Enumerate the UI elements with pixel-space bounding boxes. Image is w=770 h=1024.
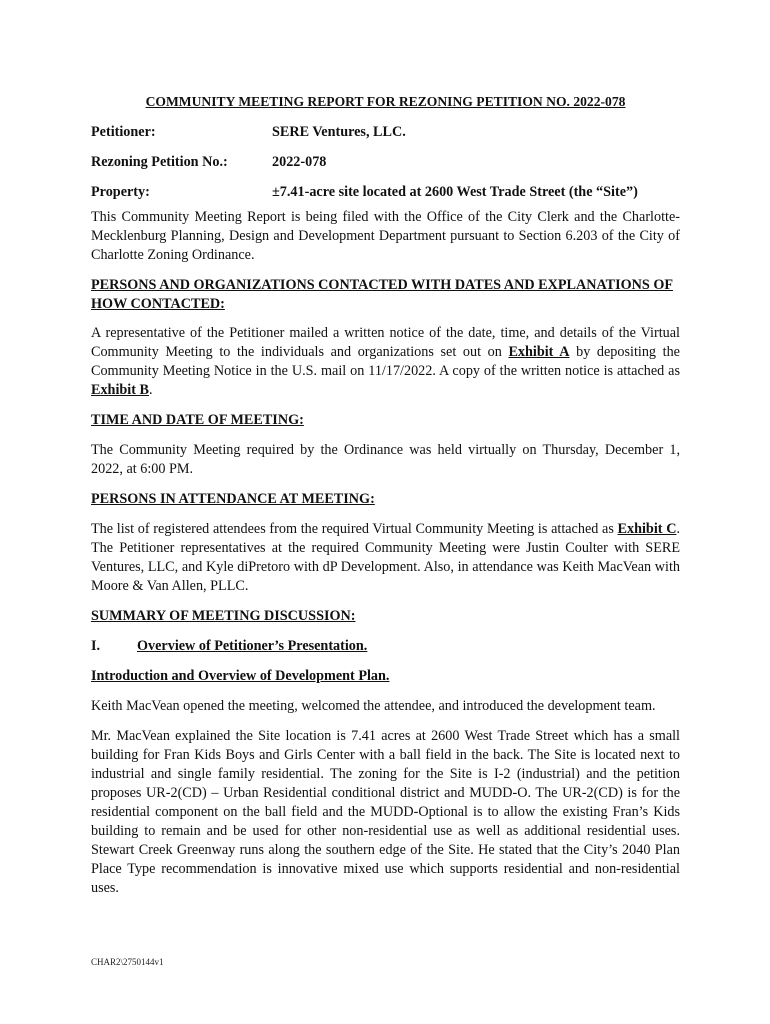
persons-contacted-heading: PERSONS AND ORGANIZATIONS CONTACTED WITH DATES AND EXPLANATIONS OF HOW CONTACTED: [91,277,674,312]
opening-paragraph: Keith MacVean opened the meeting, welcomed the attendee, and introduced the development team. [91,698,656,714]
document-footer-id: CHAR2\2750144v1 [91,957,164,967]
petition-number-label: Rezoning Petition No.: [91,154,228,170]
intro-paragraph: This Community Meeting Report is being filed with the Office of the City Clerk and the Charlotte-Mecklenburg Planning, Design and Development Department pursuant to Section 6.203 of the City of Charlotte Zoning Ordinance. [91,209,680,263]
section-title: Overview of Petitioner’s Presentation. [137,638,368,654]
section-i-heading [91,637,680,656]
document-page [91,92,680,909]
exhibit-b-reference: Exhibit B [91,382,149,398]
attendance-text-1: The list of registered attendees from the required Virtual Community Meeting is attached as [91,521,618,537]
property-field [91,183,680,202]
persons-contacted-text-2: by depositing the Community Meeting Notice in the U.S. mail on 11/17/2022. A copy of the written notice is attached as [91,344,680,379]
time-date-heading: TIME AND DATE OF MEETING: [91,412,304,428]
summary-heading: SUMMARY OF MEETING DISCUSSION: [91,608,356,624]
section-number: I. [91,638,101,654]
site-description-paragraph: Mr. MacVean explained the Site location is 7.41 acres at 2600 West Trade Street which has a small building for Fran Kids Boys and Girls Center with a ball field in the back. The Site is located next to industrial and single family residential. The zoning for the Site is I-2 (industrial) and the petition proposes UR-2(CD) – Urban Residential conditional district and MUDD-O. The UR-2(CD) is for the residential component on the ball field and the MUDD-Optional is to allow the existing Fran’s Kids building to remain and be used for other non-residential use as well as additional residential uses. Stewart Creek Greenway runs along the southern edge of the Site. He stated that the City’s 2040 Plan Place Type recommendation is innovative mixed use which supports residential and non-residential uses. [91,728,680,896]
document-title: COMMUNITY MEETING REPORT FOR REZONING PETITION NO. 2022-078 [145,94,626,109]
persons-contacted-paragraph [91,324,680,400]
persons-contacted-text-3: . [148,382,153,398]
petitioner-field [91,123,680,142]
persons-contacted-text-1: A representative of the Petitioner mailed a written notice of the date, time, and details of the Virtual Community Meeting to the individuals and organizations set out on [91,325,680,360]
attendance-paragraph [91,520,680,596]
exhibit-a-reference: Exhibit A [508,344,570,360]
petition-number-field [91,153,680,172]
attendance-text-2: . The Petitioner representatives at the required Community Meeting were Justin Coulter with SERE Ventures, LLC, and Kyle diPretoro with dP Development. Also, in attendance was Keith MacVean with Moore & Van Allen, PLLC. [91,521,680,594]
property-label: Property: [91,184,150,200]
petitioner-label: Petitioner: [91,124,156,140]
exhibit-c-reference: Exhibit C [617,521,677,537]
petition-number-value: 2022-078 [272,154,327,170]
property-value: ±7.41-acre site located at 2600 West Trade Street (the “Site”) [272,184,638,200]
time-date-paragraph: The Community Meeting required by the Ordinance was held virtually on Thursday, December 1, 2022, at 6:00 PM. [91,442,680,477]
petitioner-value: SERE Ventures, LLC. [272,124,406,140]
attendance-heading: PERSONS IN ATTENDANCE AT MEETING: [91,491,375,507]
development-plan-subheading: Introduction and Overview of Development Plan. [91,668,390,684]
